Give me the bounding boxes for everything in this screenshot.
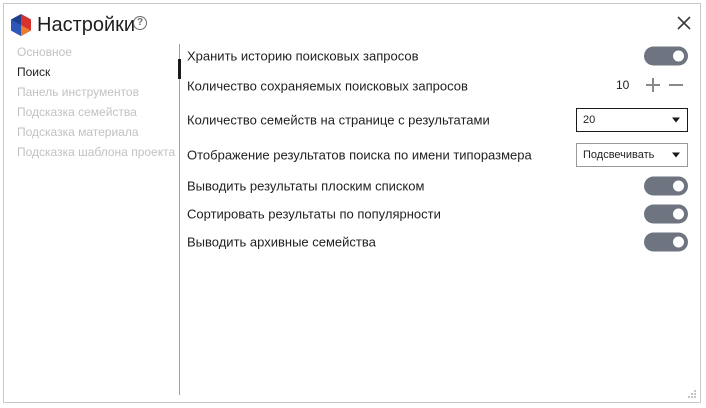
setting-row-show-archived <box>187 228 690 256</box>
sidebar-item-general[interactable]: Основное <box>17 45 72 59</box>
setting-row-sort-popularity <box>187 200 690 228</box>
setting-row-flat-list <box>187 172 690 200</box>
sidebar-item-template-hint[interactable]: Подсказка шаблона проекта <box>17 145 176 159</box>
minus-icon[interactable] <box>666 75 686 95</box>
flat-list-toggle[interactable] <box>644 177 688 196</box>
sidebar-item-toolbar[interactable]: Панель инструментов <box>17 85 139 99</box>
history-count-stepper <box>616 75 688 97</box>
sidebar-item-search[interactable]: Поиск <box>17 65 51 79</box>
chevron-down-icon <box>672 153 680 158</box>
close-icon[interactable] <box>674 13 694 33</box>
sort-popularity-label: Сортировать результаты по популярности <box>187 206 441 222</box>
show-archived-toggle[interactable] <box>644 233 688 252</box>
chevron-down-icon <box>672 118 680 123</box>
history-count-label: Количество сохраняемых поисковых запросов <box>187 78 468 94</box>
title-bar <box>4 4 700 44</box>
toggle-knob <box>673 209 684 220</box>
setting-row-families-per-page <box>187 106 690 134</box>
store-history-toggle[interactable] <box>644 47 688 66</box>
typesize-display-select[interactable] <box>576 143 688 167</box>
settings-sidebar <box>17 42 182 162</box>
active-section-marker <box>178 59 181 79</box>
families-per-page-select[interactable] <box>576 108 688 132</box>
window-title: Настройки <box>37 14 136 36</box>
question-circle-icon[interactable]: ? <box>133 16 147 30</box>
typesize-display-label: Отображение результатов поиска по имени типоразмера <box>187 147 532 163</box>
toggle-knob <box>673 51 684 62</box>
sidebar-divider <box>179 44 180 395</box>
typesize-display-value: Подсвечивать <box>583 149 655 161</box>
sidebar-item-family-hint[interactable]: Подсказка семейства <box>17 105 137 119</box>
settings-window <box>3 3 701 403</box>
setting-row-history-count <box>187 72 690 100</box>
setting-row-typesize-display <box>187 141 690 169</box>
sort-popularity-toggle[interactable] <box>644 205 688 224</box>
families-per-page-label: Количество семейств на странице с результатами <box>187 112 490 128</box>
setting-row-store-history <box>187 42 690 70</box>
app-logo-icon <box>11 14 31 36</box>
store-history-label: Хранить историю поисковых запросов <box>187 48 419 64</box>
plus-icon[interactable] <box>643 75 663 95</box>
show-archived-label: Выводить архивные семейства <box>187 234 376 250</box>
sidebar-item-material-hint[interactable]: Подсказка материала <box>17 125 139 139</box>
families-per-page-value: 20 <box>583 114 596 126</box>
flat-list-label: Выводить результаты плоским списком <box>187 178 425 194</box>
history-count-value[interactable]: 10 <box>616 78 630 92</box>
resize-grip-icon[interactable] <box>687 389 697 399</box>
toggle-knob <box>673 237 684 248</box>
toggle-knob <box>673 181 684 192</box>
